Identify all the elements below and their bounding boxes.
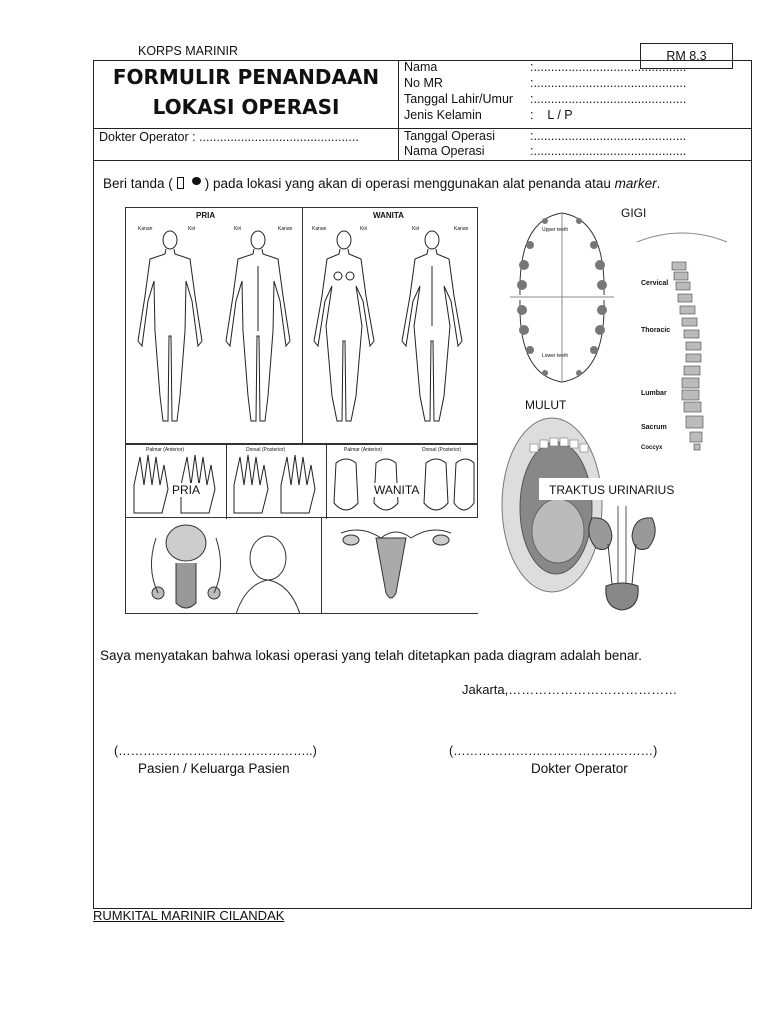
header-divider-2 bbox=[93, 160, 752, 161]
field-label: Nama Operasi bbox=[404, 144, 485, 158]
field-value: :............................................ bbox=[530, 144, 687, 158]
dorsal-label: Dorsal (Posterior) bbox=[246, 447, 286, 453]
place-date[interactable]: Jakarta,………………………………… bbox=[462, 682, 678, 697]
urinary-diagram[interactable] bbox=[584, 504, 660, 614]
marker-dot-icon bbox=[192, 177, 201, 185]
field-value: :............................................ bbox=[530, 60, 687, 74]
field-value: :............................................ bbox=[530, 76, 687, 90]
body-outlines-icon bbox=[126, 208, 479, 445]
field-label: Jenis Kelamin bbox=[404, 108, 482, 122]
field-value: :............................................ bbox=[530, 92, 687, 106]
reproductive-diagram[interactable] bbox=[125, 518, 478, 614]
urinary-icon bbox=[584, 504, 660, 614]
statement-text: Saya menyatakan bahwa lokasi operasi yang telah ditetapkan pada diagram adalah benar. bbox=[100, 648, 642, 663]
label-kiri: Kiri bbox=[360, 226, 368, 232]
reproductive-icon bbox=[126, 518, 479, 614]
field-label: Dokter Operator : bbox=[99, 130, 196, 144]
palmar-label: Palmar (Anterior) bbox=[146, 447, 185, 453]
marker-square-icon bbox=[177, 177, 184, 189]
instruction-end: . bbox=[656, 176, 661, 191]
footer-hospital-name: RUMKITAL MARINIR CILANDAK bbox=[93, 908, 285, 923]
spine-diagram[interactable] bbox=[632, 222, 732, 458]
pria-caption: PRIA bbox=[172, 483, 201, 497]
field-label: Nama bbox=[404, 60, 438, 74]
org-name: KORPS MARINIR bbox=[138, 44, 239, 58]
label-kanan: Kanan bbox=[454, 226, 469, 232]
traktus-label: TRAKTUS URINARIUS bbox=[549, 483, 675, 497]
operation-fields bbox=[404, 129, 749, 159]
label-kanan: Kanan bbox=[312, 226, 327, 232]
form-title-line2: LOKASI OPERASI bbox=[152, 95, 340, 119]
body-diagram[interactable] bbox=[125, 207, 478, 444]
field-label: No MR bbox=[404, 76, 443, 90]
doctor-signature-label: Dokter Operator bbox=[531, 761, 628, 776]
coccyx-label: Coccyx bbox=[641, 445, 663, 451]
doctor-signature-line[interactable]: (…………………………………………) bbox=[449, 744, 658, 758]
lumbar-label: Lumbar bbox=[641, 390, 667, 397]
hands-feet-icon bbox=[126, 445, 479, 519]
field-jenis-kelamin[interactable] bbox=[404, 108, 749, 124]
field-tanggal-lahir[interactable] bbox=[404, 92, 749, 108]
pria-header: PRIA bbox=[196, 211, 216, 220]
field-value: : L / P bbox=[530, 108, 573, 122]
header-vertical-divider bbox=[398, 60, 399, 160]
wanita-caption: WANITA bbox=[374, 483, 420, 497]
label-kiri: Kiri bbox=[412, 226, 420, 232]
dorsal-label: Dorsal (Posterior) bbox=[422, 447, 462, 453]
field-label: Tanggal Operasi bbox=[404, 129, 496, 143]
field-value: :............................................ bbox=[530, 129, 687, 143]
field-nama[interactable] bbox=[404, 60, 749, 76]
thoracic-label: Thoracic bbox=[641, 327, 671, 334]
instruction-before: Beri tanda ( bbox=[103, 176, 173, 191]
wanita-header: WANITA bbox=[373, 211, 404, 220]
instruction-italic: marker bbox=[614, 176, 657, 191]
instruction bbox=[103, 176, 660, 191]
field-label: Tanggal Lahir/Umur bbox=[404, 92, 514, 106]
patient-signature-label: Pasien / Keluarga Pasien bbox=[138, 761, 290, 776]
field-no-mr[interactable] bbox=[404, 76, 749, 92]
field-value: .............................................. bbox=[199, 130, 359, 144]
cervical-label: Cervical bbox=[641, 280, 669, 287]
palmar-label: Palmar (Anterior) bbox=[344, 447, 383, 453]
hands-feet-diagram[interactable] bbox=[125, 444, 478, 518]
field-nama-operasi[interactable] bbox=[404, 144, 749, 159]
patient-signature-line[interactable]: (………………………………………..) bbox=[114, 744, 317, 758]
field-tanggal-operasi[interactable] bbox=[404, 129, 749, 144]
doctor-operator-field[interactable] bbox=[99, 130, 359, 144]
form-code-box: RM 8.3 bbox=[640, 43, 733, 69]
traktus-label-box bbox=[539, 478, 704, 500]
mulut-label: MULUT bbox=[525, 398, 567, 412]
upper-teeth-label: Upper teeth bbox=[542, 227, 569, 233]
spine-icon bbox=[632, 222, 732, 458]
instruction-after: ) pada lokasi yang akan di operasi menggunakan alat penanda atau bbox=[204, 176, 611, 191]
teeth-diagram[interactable] bbox=[500, 205, 624, 390]
label-kiri: Kiri bbox=[234, 226, 242, 232]
gigi-label: GIGI bbox=[621, 206, 647, 220]
lower-teeth-label: Lower teeth bbox=[542, 353, 569, 359]
label-kiri: Kiri bbox=[188, 226, 196, 232]
label-kanan: Kanan bbox=[278, 226, 293, 232]
patient-fields bbox=[404, 60, 749, 124]
label-kanan: Kanan bbox=[138, 226, 153, 232]
form-title-line1: FORMULIR PENANDAAN bbox=[112, 65, 380, 89]
sacrum-label: Sacrum bbox=[641, 424, 667, 431]
